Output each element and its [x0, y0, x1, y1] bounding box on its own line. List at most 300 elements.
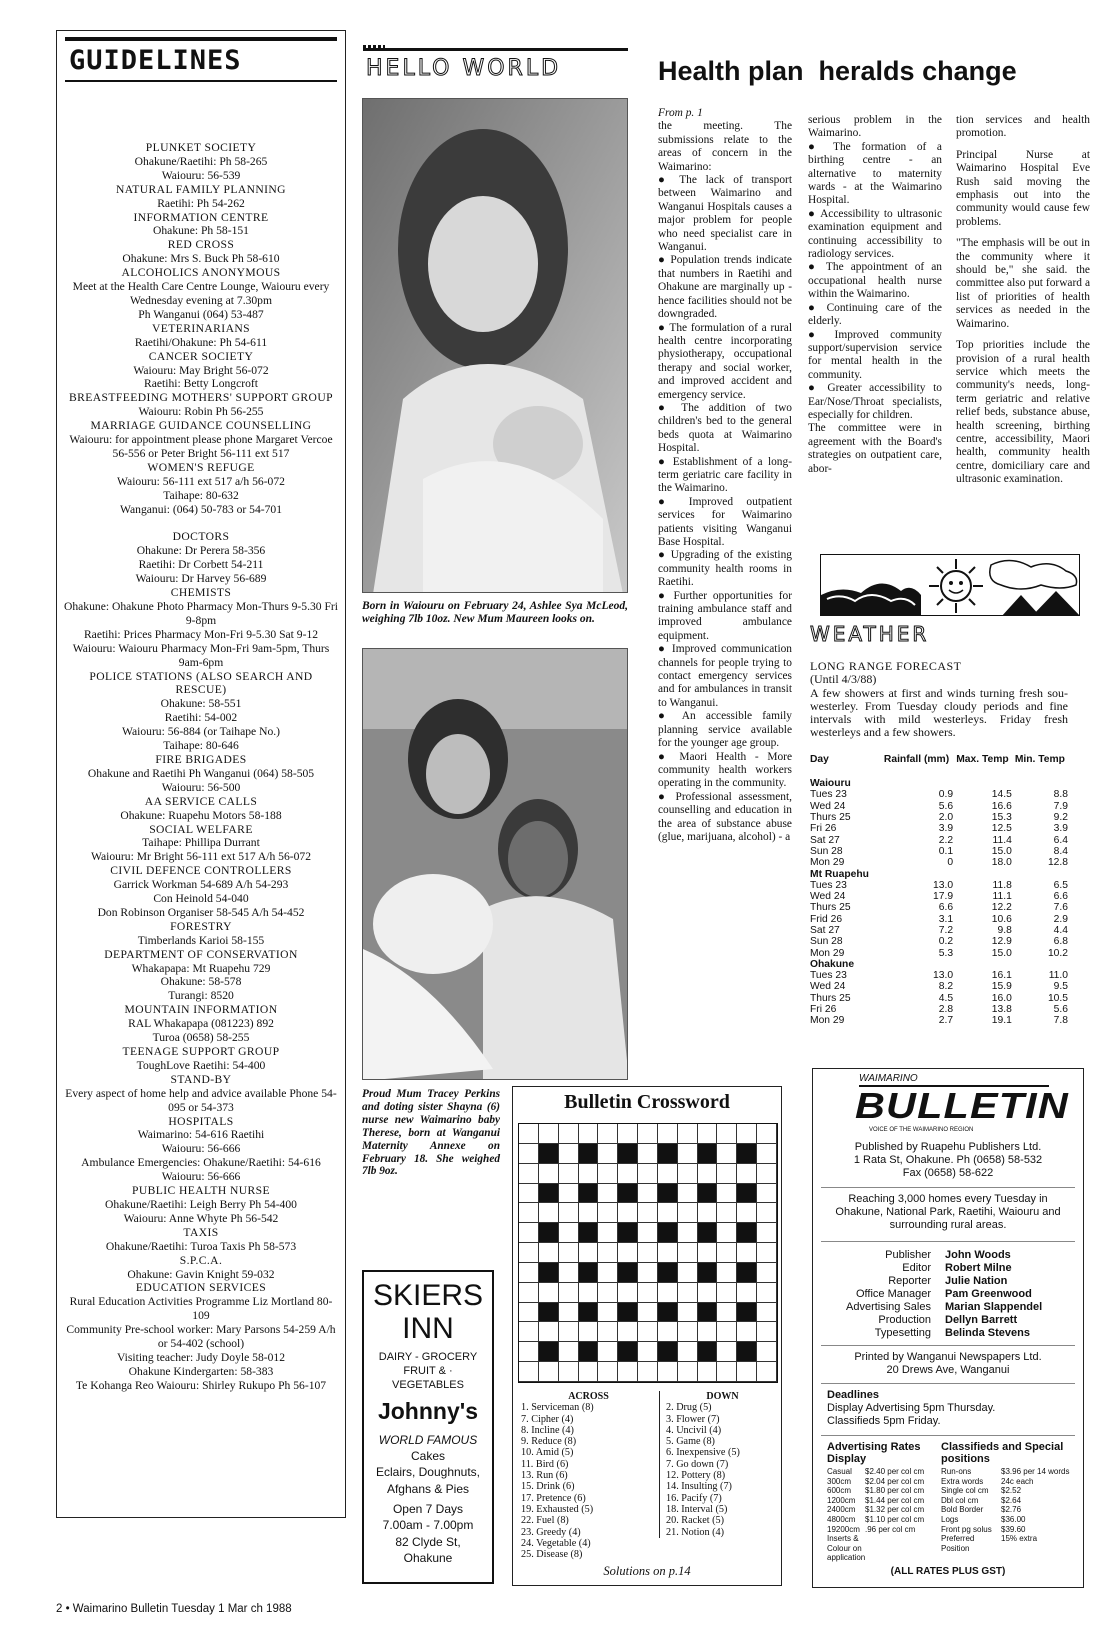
article-paragraph: ● The lack of transport between Waimarino and Wanganui Hospitals causes a major problem for people who need specialist care in Wanganui.: [658, 174, 792, 254]
crossword-cell[interactable]: [658, 1203, 678, 1223]
weather-header: Max. Temp: [956, 754, 1009, 765]
crossword-cell[interactable]: [638, 1144, 658, 1164]
crossword-cell[interactable]: [559, 1263, 579, 1283]
crossword-cell[interactable]: [698, 1203, 718, 1223]
crossword-cell[interactable]: [618, 1164, 638, 1184]
crossword-cell[interactable]: [539, 1243, 559, 1263]
weather-cell: 8.8: [1053, 789, 1068, 801]
crossword-cell[interactable]: [559, 1303, 579, 1323]
crossword-cell[interactable]: [519, 1322, 539, 1342]
crossword-cell[interactable]: [519, 1203, 539, 1223]
crossword-cell[interactable]: [757, 1164, 777, 1184]
clue-across: 19. Exhausted (5): [521, 1503, 594, 1515]
rate-row: [941, 1505, 1076, 1515]
crossword-cell[interactable]: [579, 1362, 599, 1382]
guideline-detail: Waiouru: 56-884 (or Taihape No.): [121, 725, 281, 739]
weather-region-row: [810, 778, 1068, 789]
guideline-detail: ToughLove Raetihi: 54-400: [136, 1058, 266, 1072]
crossword-cell[interactable]: [717, 1164, 737, 1184]
guideline-heading: CANCER SOCIETY: [148, 349, 254, 363]
crossword-cell[interactable]: [717, 1124, 737, 1144]
crossword-cell[interactable]: [539, 1203, 559, 1223]
weather-day-row: [810, 902, 1068, 913]
crossword-cell: [658, 1342, 678, 1362]
crossword-cell[interactable]: [698, 1164, 718, 1184]
crossword-grid[interactable]: [518, 1123, 778, 1383]
guideline-detail: Turoa (0658) 58-255: [152, 1031, 250, 1045]
guideline-heading: POLICE STATIONS (ALSO SEARCH AND RESCUE): [89, 669, 313, 697]
crossword-cell[interactable]: [638, 1243, 658, 1263]
crossword-cell: [658, 1184, 678, 1204]
crossword-cell[interactable]: [539, 1283, 559, 1303]
crossword-cell[interactable]: [539, 1164, 559, 1184]
weather-cell: 6.4: [1053, 834, 1068, 846]
crossword-cell[interactable]: [757, 1362, 777, 1382]
guideline-detail: Wanganui: (064) 50-783 or 54-701: [120, 502, 282, 516]
ad-items: Eclairs, Doughnuts, Afghans & Pies: [375, 1465, 481, 1496]
weather-day-row: [810, 880, 1068, 891]
crossword-cell[interactable]: [598, 1362, 618, 1382]
bulletin-tagline: VOICE OF THE WAIMARINO REGION: [869, 1127, 974, 1133]
crossword-cell[interactable]: [519, 1342, 539, 1362]
ad-sub: DAIRY - GROCERY FRUIT & · VEGETABLES: [378, 1351, 478, 1391]
crossword-cell[interactable]: [658, 1362, 678, 1382]
article-paragraph: ● Further opportunities for training ambulance staff and improved ambulance equipment.: [658, 589, 792, 642]
crossword-cell[interactable]: [559, 1223, 579, 1243]
staff-role: Editor: [902, 1262, 931, 1274]
weather-cell: 2.9: [1053, 913, 1068, 925]
crossword-cell[interactable]: [717, 1144, 737, 1164]
crossword-cell[interactable]: [678, 1362, 698, 1382]
crossword-cell[interactable]: [618, 1203, 638, 1223]
crossword-cell[interactable]: [678, 1124, 698, 1144]
crossword-cell[interactable]: [559, 1144, 579, 1164]
crossword-cell[interactable]: [717, 1342, 737, 1362]
crossword-cell[interactable]: [737, 1283, 757, 1303]
rate-label: 4800cm: [827, 1514, 856, 1524]
article-paragraph: ● Upgrading of the existing community health rooms in Raetihi.: [658, 549, 792, 589]
crossword-cell[interactable]: [559, 1283, 579, 1303]
crossword-cell[interactable]: [658, 1322, 678, 1342]
weather-cell: 7.6: [1053, 902, 1068, 914]
crossword-cell[interactable]: [717, 1223, 737, 1243]
weather-table: [810, 754, 1068, 1027]
crossword-cell[interactable]: [737, 1243, 757, 1263]
crossword-cell[interactable]: [678, 1203, 698, 1223]
crossword-cell[interactable]: [678, 1243, 698, 1263]
crossword-cell[interactable]: [757, 1303, 777, 1323]
crossword-cell[interactable]: [678, 1342, 698, 1362]
weather-cell: Thurs 25: [810, 902, 851, 914]
clue-across: 13. Run (6): [521, 1470, 568, 1482]
staff-row: [813, 1314, 1083, 1327]
rate-value: $3.96 per 14 words: [1001, 1467, 1070, 1476]
crossword-cell[interactable]: [698, 1243, 718, 1263]
crossword-cell[interactable]: [519, 1263, 539, 1283]
weather-day-row: [810, 993, 1068, 1004]
separator-4: [821, 1383, 1075, 1384]
crossword-cell[interactable]: [618, 1243, 638, 1263]
crossword-cell[interactable]: [717, 1303, 737, 1323]
guideline-detail: Waiouru: 56-539: [161, 168, 241, 182]
weather-day-row: [810, 981, 1068, 992]
guideline-heading: MOUNTAIN INFORMATION: [124, 1003, 278, 1017]
rate-label: Preferred Position: [941, 1534, 975, 1553]
crossword-cell[interactable]: [598, 1342, 618, 1362]
clue-across: 17. Pretence (6): [521, 1492, 586, 1504]
crossword-cell: [698, 1223, 718, 1243]
guideline-detail: Timberlands Karioi 58-155: [137, 933, 265, 947]
rate-label: Front pg solus: [941, 1524, 992, 1534]
crossword-cell[interactable]: [737, 1164, 757, 1184]
crossword-cell: [698, 1144, 718, 1164]
crossword-cell[interactable]: [757, 1342, 777, 1362]
weather-header: Min. Temp: [1014, 754, 1065, 765]
crossword-cell[interactable]: [658, 1124, 678, 1144]
crossword-cell[interactable]: [638, 1322, 658, 1342]
weather-cell: 0.1: [938, 845, 954, 857]
crossword-cell[interactable]: [638, 1124, 658, 1144]
crossword-cell[interactable]: [598, 1164, 618, 1184]
guideline-heading: S.P.C.A.: [179, 1253, 223, 1267]
weather-cell: 11.0: [1048, 970, 1068, 982]
crossword-cell[interactable]: [638, 1362, 658, 1382]
crossword-cell[interactable]: [717, 1283, 737, 1303]
clue-across: 1. Serviceman (8): [521, 1402, 594, 1414]
article-paragraph: ● Accessibility to ultrasonic examination equipment and continuing accessibility to radiology services.: [808, 207, 942, 261]
crossword-cell[interactable]: [598, 1322, 618, 1342]
weather-cell: 12.2: [991, 902, 1012, 914]
crossword-cell[interactable]: [598, 1184, 618, 1204]
guideline-detail: Don Robinson Organiser 58-545 A/h 54-452: [97, 905, 305, 919]
guideline-detail: Ohakune Kindergarten: 58-383: [128, 1364, 274, 1378]
guideline-heading: BREASTFEEDING MOTHERS' SUPPORT GROUP: [69, 391, 333, 405]
across-heading: ACROSS: [568, 1391, 609, 1402]
crossword-cell[interactable]: [757, 1144, 777, 1164]
staff-role: Typesetting: [874, 1327, 931, 1339]
crossword-cell[interactable]: [598, 1263, 618, 1283]
article-paragraph: The committee were in agreement with the Board's strategies on outpatient care, abor-: [808, 422, 942, 475]
crossword-cell[interactable]: [598, 1283, 618, 1303]
crossword-cell[interactable]: [678, 1223, 698, 1243]
weather-day-row: [810, 970, 1068, 981]
guideline-detail: Waiouru: May Bright 56-072: [133, 363, 269, 377]
rate-label: 2400cm: [827, 1505, 856, 1515]
guideline-detail: Ambulance Emergencies: Ohakune/Raetihi: 54-616: [81, 1156, 321, 1170]
crossword-cell: [618, 1184, 638, 1204]
rate-value: $36.00: [1001, 1514, 1026, 1524]
crossword-cell[interactable]: [678, 1283, 698, 1303]
classifieds-list: [941, 1467, 1076, 1553]
guideline-detail: Taihape: Phillipa Durrant: [142, 836, 260, 850]
crossword-cell[interactable]: [519, 1362, 539, 1382]
guideline-detail: Ohakune: 58-578: [160, 975, 242, 989]
crossword-cell[interactable]: [519, 1144, 539, 1164]
crossword-cell[interactable]: [618, 1362, 638, 1382]
article-column-2: [808, 114, 942, 476]
crossword-cell[interactable]: [678, 1164, 698, 1184]
crossword-solutions: Solutions on p.14: [603, 1564, 691, 1578]
crossword-cell[interactable]: [678, 1144, 698, 1164]
crossword-cell[interactable]: [678, 1322, 698, 1342]
staff-row: [813, 1249, 1083, 1262]
clue-down: 21. Notion (4): [666, 1526, 725, 1538]
crossword-cell[interactable]: [519, 1184, 539, 1204]
rate-value: 15% extra: [1001, 1534, 1038, 1544]
staff-role: Reporter: [888, 1275, 931, 1287]
separator-3: [821, 1345, 1075, 1346]
crossword-cell[interactable]: [638, 1164, 658, 1184]
crossword-cell: [737, 1263, 757, 1283]
crossword-cell[interactable]: [618, 1322, 638, 1342]
crossword-cell: [618, 1144, 638, 1164]
ad-address: 82 Clyde St, Ohakune: [395, 1535, 461, 1565]
crossword-cell[interactable]: [559, 1203, 579, 1223]
guideline-detail: Waiouru: 56-666: [161, 1142, 241, 1156]
rate-row: [941, 1515, 1076, 1525]
crossword-cell[interactable]: [717, 1263, 737, 1283]
crossword-cell[interactable]: [717, 1243, 737, 1263]
weather-cell: 11.8: [992, 879, 1012, 891]
rate-row: [941, 1534, 1076, 1553]
crossword-cell[interactable]: [519, 1243, 539, 1263]
crossword-cell[interactable]: [658, 1164, 678, 1184]
guideline-detail: Rural Education Activities Programme Liz Mortland 80-109: [69, 1295, 333, 1323]
weather-cell: 16.0: [991, 992, 1012, 1004]
article-col1-body: [658, 120, 792, 844]
publisher-fax: Fax (0658) 58-622: [902, 1167, 994, 1179]
crossword-cell[interactable]: [678, 1263, 698, 1283]
crossword-cell[interactable]: [579, 1164, 599, 1184]
crossword-cell[interactable]: [717, 1184, 737, 1204]
guideline-detail: Ohakune: Ruapehu Motors 58-188: [120, 808, 282, 822]
crossword-cell[interactable]: [598, 1203, 618, 1223]
staff-role: Production: [878, 1314, 931, 1326]
crossword-cell[interactable]: [539, 1322, 559, 1342]
staff-name: Belinda Stevens: [945, 1327, 1030, 1339]
rate-value: $2.52: [1001, 1486, 1022, 1496]
guideline-detail: Whakapapa: Mt Ruapehu 729: [131, 961, 271, 975]
staff-name: Pam Greenwood: [945, 1288, 1032, 1300]
weather-cell: 0: [947, 857, 954, 869]
rate-row: [827, 1486, 937, 1496]
crossword-cell[interactable]: [598, 1124, 618, 1144]
crossword-cell[interactable]: [559, 1124, 579, 1144]
guideline-heading: DOCTORS: [172, 530, 230, 544]
crossword-cell[interactable]: [559, 1342, 579, 1362]
crossword-cell[interactable]: [757, 1243, 777, 1263]
crossword-cell[interactable]: [698, 1283, 718, 1303]
crossword-cell[interactable]: [519, 1164, 539, 1184]
weather-region-row: [810, 959, 1068, 970]
weather-cell: 2.7: [938, 1015, 954, 1027]
guideline-detail: Community Pre-school worker: Mary Parsons 54-259 A/h or 54-402 (school): [66, 1323, 336, 1351]
weather-cell: 7.8: [1053, 1015, 1068, 1027]
crossword-cell: [618, 1263, 638, 1283]
weather-cell: Frid 26: [810, 913, 843, 925]
article-paragraph: the meeting. The submissions relate to the areas of concern in the Waimarino:: [658, 120, 792, 173]
weather-cell: 6.8: [1053, 936, 1068, 948]
guideline-detail: Every aspect of home help and advice available Phone 54-095 or 54-373: [65, 1086, 337, 1114]
rate-value: $2.64: [1001, 1495, 1022, 1505]
article-paragraph: ● Improved outpatient services for Waimarino patients visiting Wanganui Base Hospital.: [658, 495, 792, 548]
crossword-cell[interactable]: [598, 1223, 618, 1243]
rate-row: [827, 1515, 937, 1525]
weather-cell: Thurs 25: [810, 992, 851, 1004]
crossword-cell[interactable]: [559, 1243, 579, 1263]
guideline-detail: Turangi: 8520: [168, 989, 234, 1003]
crossword-cell: [539, 1342, 559, 1362]
crossword-cell[interactable]: [579, 1203, 599, 1223]
crossword-cell[interactable]: [559, 1362, 579, 1382]
weather-region-name: Waiouru: [810, 778, 851, 790]
crossword-cell[interactable]: [698, 1322, 718, 1342]
rate-value: $1.44 per col cm: [865, 1495, 925, 1505]
crossword-cell[interactable]: [559, 1164, 579, 1184]
clue-across: 25. Disease (8): [521, 1549, 583, 1561]
rate-label: 1200cm: [827, 1495, 856, 1505]
crossword-cell[interactable]: [559, 1322, 579, 1342]
hello-world-title: HELLO WORLD: [366, 56, 562, 81]
crossword-cell[interactable]: [598, 1144, 618, 1164]
crossword-cell[interactable]: [737, 1362, 757, 1382]
crossword-cell[interactable]: [658, 1283, 678, 1303]
weather-cell: Mon 29: [810, 1015, 845, 1027]
crossword-cell[interactable]: [579, 1322, 599, 1342]
crossword-cell[interactable]: [638, 1203, 658, 1223]
printer-address: 20 Drews Ave, Wanganui: [886, 1364, 1010, 1376]
weather-day-row: [810, 936, 1068, 947]
crossword-cell[interactable]: [579, 1243, 599, 1263]
weather-cell: Mon 29: [810, 857, 845, 869]
guideline-heading: PLUNKET SOCIETY: [145, 141, 257, 154]
crossword-cell[interactable]: [658, 1243, 678, 1263]
weather-cell: 5.6: [938, 800, 954, 812]
crossword-cell[interactable]: [638, 1263, 658, 1283]
weather-cell: Wed 24: [810, 981, 846, 993]
crossword-cell[interactable]: [638, 1223, 658, 1243]
crossword-cell: [737, 1342, 757, 1362]
crossword-cell[interactable]: [559, 1184, 579, 1204]
guideline-detail: Waiouru: Waiouru Pharmacy Mon-Fri 9am-5pm, Thurs 9am-6pm: [72, 641, 330, 669]
ad-name-2: INN: [402, 1312, 454, 1345]
weather-cell: Wed 24: [810, 891, 846, 903]
crossword-cell[interactable]: [757, 1124, 777, 1144]
guidelines-title-rule: [65, 80, 337, 82]
weather-cell: 3.1: [938, 913, 954, 925]
guideline-detail: Taihape: 80-632: [163, 488, 239, 502]
bulletin-kicker: WAIMARINO: [859, 1073, 918, 1084]
crossword-cell[interactable]: [598, 1303, 618, 1323]
weather-cell: 19.1: [991, 1015, 1012, 1027]
weather-cell: 9.5: [1053, 981, 1068, 993]
crossword-cell[interactable]: [519, 1124, 539, 1144]
article-paragraph: ● The addition of two children's bed to the general beds quota at Waimarino Hospital.: [658, 401, 792, 455]
crossword-cell[interactable]: [757, 1184, 777, 1204]
crossword-across: [521, 1391, 656, 1560]
crossword-cell[interactable]: [717, 1362, 737, 1382]
crossword-cell[interactable]: [757, 1283, 777, 1303]
weather-day-row: [810, 1015, 1068, 1026]
article-paragraph: ● The formulation of a rural health centre incorporating physiotherapy, occupational therapy and social worker, and improved accident and emergency service.: [658, 321, 792, 401]
weather-day-row: [810, 846, 1068, 857]
weather-cell: 7.9: [1053, 800, 1068, 812]
ad-brand: Johnny's: [377, 1398, 479, 1424]
weather-cell: 16.6: [991, 800, 1012, 812]
guideline-heading: HOSPITALS: [168, 1114, 234, 1128]
guideline-heading: MARRIAGE GUIDANCE COUNSELLING: [90, 419, 312, 433]
crossword-cell[interactable]: [757, 1203, 777, 1223]
weather-cell: 10.2: [1047, 947, 1068, 959]
weather-header: Day: [810, 754, 829, 765]
weather-day-row: [810, 823, 1068, 834]
separator-1: [821, 1187, 1075, 1188]
weather-cell: 17.9: [933, 891, 954, 903]
crossword-cell[interactable]: [737, 1322, 757, 1342]
rate-row: [827, 1534, 937, 1563]
guideline-heading: EDUCATION SERVICES: [135, 1281, 267, 1295]
crossword-cell[interactable]: [757, 1322, 777, 1342]
clue-down: 4. Uncivil (4): [666, 1424, 722, 1436]
crossword-cell[interactable]: [737, 1124, 757, 1144]
crossword-cell[interactable]: [579, 1283, 599, 1303]
photo-family-newborn-2: [362, 648, 628, 1080]
crossword-cell[interactable]: [539, 1124, 559, 1144]
crossword-cell[interactable]: [698, 1124, 718, 1144]
rate-value: $1.10 per col cm: [865, 1514, 925, 1524]
article-column-1: [658, 107, 792, 844]
rate-label: 19200cm: [827, 1524, 860, 1534]
weather-cell: Wed 24: [810, 800, 846, 812]
weather-cell: 13.0: [933, 970, 954, 982]
crossword-cell[interactable]: [757, 1223, 777, 1243]
crossword-cell[interactable]: [519, 1223, 539, 1243]
crossword-cell[interactable]: [579, 1124, 599, 1144]
crossword-cell[interactable]: [698, 1362, 718, 1382]
rate-row: [941, 1525, 1076, 1535]
crossword-cell[interactable]: [717, 1203, 737, 1223]
staff-role: Advertising Sales: [846, 1301, 931, 1313]
crossword-cell[interactable]: [678, 1184, 698, 1204]
crossword-cell[interactable]: [539, 1362, 559, 1382]
article-paragraph: ● Improved communication channels for people trying to contact emergency services and for ambulances in transit to Wanganui.: [658, 643, 792, 709]
crossword-cell[interactable]: [678, 1303, 698, 1323]
crossword-cell[interactable]: [618, 1283, 638, 1303]
weather-cell: Sun 28: [810, 936, 843, 948]
clue-down: 14. Insulting (7): [666, 1481, 732, 1493]
crossword-cell[interactable]: [717, 1322, 737, 1342]
crossword-cell[interactable]: [638, 1342, 658, 1362]
crossword-cell[interactable]: [618, 1124, 638, 1144]
weather-cell: 5.3: [938, 947, 954, 959]
weather-title: WEATHER: [810, 622, 930, 646]
crossword-cell[interactable]: [757, 1263, 777, 1283]
crossword-cell[interactable]: [638, 1184, 658, 1204]
crossword-cell[interactable]: [638, 1303, 658, 1323]
bulletin-deadlines: [827, 1389, 995, 1428]
publisher-line: Published by Ruapehu Publishers Ltd.: [854, 1141, 1042, 1153]
weather-cell: Sat 27: [810, 834, 840, 846]
rate-label: Extra words: [941, 1476, 984, 1486]
crossword-cell[interactable]: [638, 1283, 658, 1303]
crossword-cell[interactable]: [519, 1303, 539, 1323]
crossword-cell[interactable]: [519, 1283, 539, 1303]
crossword-cell[interactable]: [737, 1203, 757, 1223]
crossword-cell[interactable]: [598, 1243, 618, 1263]
clue-down: 2. Drug (5): [666, 1402, 712, 1414]
printer-line: Printed by Wanganui Newspapers Ltd.: [854, 1351, 1042, 1363]
rate-row: [941, 1477, 1076, 1487]
